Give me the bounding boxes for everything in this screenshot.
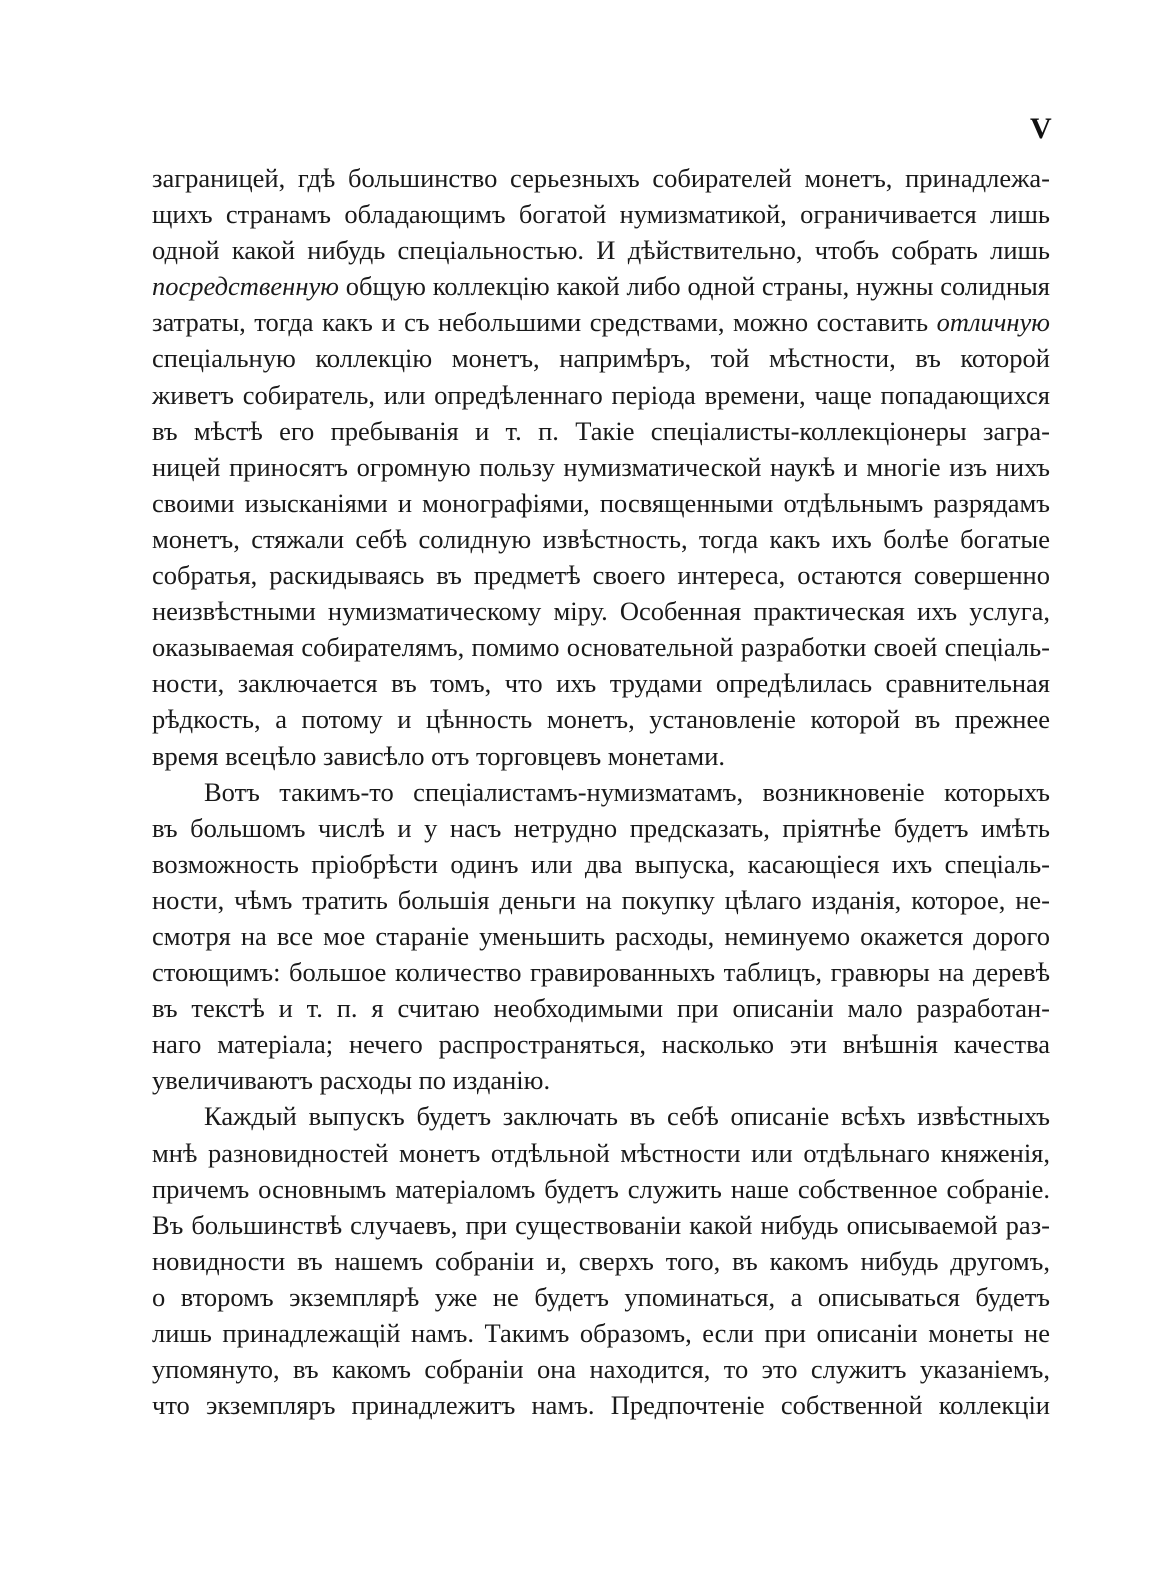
paragraph [152,1098,1050,1423]
text-line: ности, чѣмъ тратить большія деньги на покупку цѣлаго изданія, которое, не- [152,884,1050,915]
emphasis-text: отличную [936,307,1050,338]
text-line: смотря на все мое стараніе уменьшить расходы, неминуемо окажется дорого [152,920,1050,951]
text-line: въ мѣстѣ его пребыванія и т. п. Такіе спеціалисты-коллекціонеры загра- [152,415,1050,446]
text-line: Вотъ такимъ-то спеціалистамъ-нумизматамъ, возникновеніе которыхъ [204,776,1050,807]
text-line: щихъ странамъ обладающимъ богатой нумизматикой, ограничивается лишь [152,199,1050,230]
text-line: возможность пріобрѣсти одинъ или два выпуска, касающіеся ихъ спеціаль- [152,848,1050,879]
text-line: Каждый выпускъ будетъ заключать въ себѣ описаніе всѣхъ извѣстныхъ [204,1101,1050,1132]
text-line: ницей приносятъ огромную пользу нумизматической наукѣ и многіе изъ нихъ [152,451,1050,482]
text-line: заграницей, гдѣ большинство серьезныхъ собирателей монетъ, принадлежа- [152,163,1050,193]
text-line: монетъ, стяжали себѣ солидную извѣстность, тогда какъ ихъ болѣе богатые [152,523,1050,554]
text-line: лишь принадлежащій намъ. Такимъ образомъ, если при описаніи монеты не [152,1318,1050,1348]
page-number: V [1030,112,1052,145]
body-text [152,160,1050,1423]
text-line: Въ большинствѣ случаевъ, при существованіи какой нибудь описываемой раз- [152,1209,1050,1240]
paragraph [152,160,1050,774]
text-line: что экземпляръ принадлежитъ намъ. Предпочтеніе собственной коллекціи [152,1390,1050,1421]
text-line: одной какой нибудь спеціальностью. И дѣйствительно, чтобъ собрать лишь [152,235,1050,266]
text-line: собратья, раскидываясь въ предметѣ своего интереса, остаются совершенно [152,560,1050,591]
emphasis-text: посредственную [152,271,339,302]
text-line: своими изысканіями и монографіями, посвященными отдѣльнымъ разрядамъ [152,487,1050,518]
text-line: въ текстѣ и т. п. я считаю необходимыми при описаніи мало разработан- [152,993,1050,1024]
text-line: стоющимъ: большое количество гравированныхъ таблицъ, гравюры на деревѣ [152,957,1050,988]
text-line: наго матеріала; нечего распространяться, насколько эти внѣшнія качества [152,1029,1050,1060]
text-line: причемъ основнымъ матеріаломъ будетъ служить наше собственное собраніе. [152,1173,1050,1204]
text-line: оказываемая собирателямъ, помимо основательной разработки своей спеціаль- [152,632,1050,663]
text-segment: затраты, тогда какъ и съ небольшими средствами, можно составить [152,307,937,338]
text-line: о второмъ экземплярѣ уже не будетъ упоминаться, а описываться будетъ [152,1281,1050,1312]
text-line: неизвѣстными нумизматическому міру. Особенная практическая ихъ услуга, [152,596,1050,627]
text-line: спеціальную коллекцію монетъ, напримѣръ, той мѣстности, въ которой [152,343,1050,374]
text-line [152,304,1050,340]
text-line: рѣдкость, а потому и цѣнность монетъ, установленіе которой въ прежнее [152,704,1050,735]
text-line: мнѣ разновидностей монетъ отдѣльной мѣстности или отдѣльнаго княженія, [152,1137,1050,1168]
text-line [152,268,1050,304]
text-line: живетъ собиратель, или опредѣленнаго періода времени, чаще попадающихся [152,379,1050,410]
text-line: время всецѣло зависѣло отъ торговцевъ монетами. [152,740,725,771]
text-line: упомянуто, въ какомъ собраніи она находится, то это служитъ указаніемъ, [152,1354,1050,1385]
text-segment: общую коллекцію какой либо одной страны, нужны солидныя [338,271,1050,302]
text-line: ности, заключается въ томъ, что ихъ трудами опредѣлилась сравнительная [152,668,1050,699]
text-line: новидности въ нашемъ собраніи и, сверхъ того, въ какомъ нибудь другомъ, [152,1245,1050,1276]
paragraph [152,774,1050,1099]
text-line: въ большомъ числѣ и у насъ нетрудно предсказать, пріятнѣе будетъ имѣть [152,812,1050,843]
text-line: увеличиваютъ расходы по изданію. [152,1065,551,1096]
